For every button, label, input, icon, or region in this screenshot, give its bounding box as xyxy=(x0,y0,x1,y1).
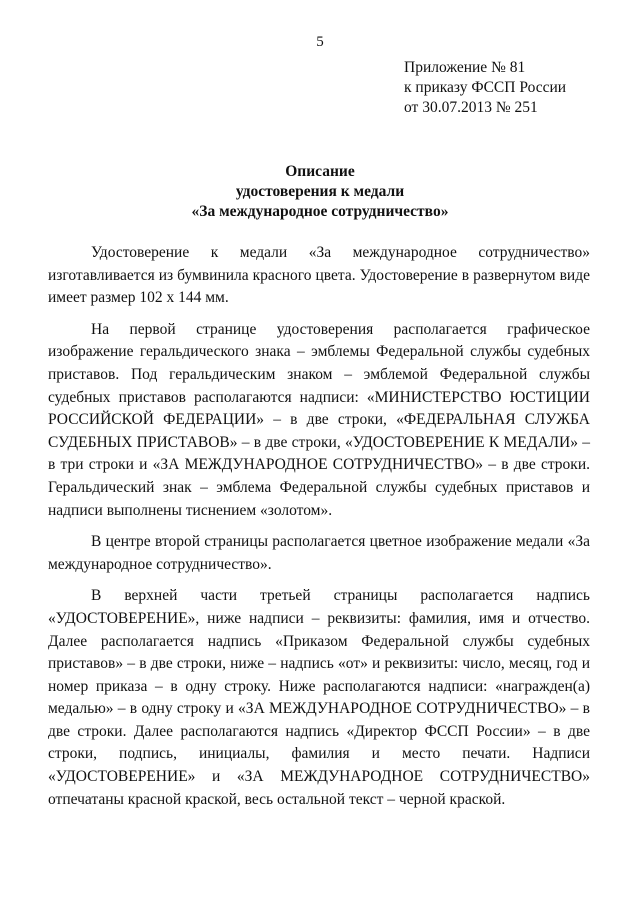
document-title xyxy=(0,162,640,222)
document-body xyxy=(48,242,590,820)
page-number: 5 xyxy=(316,34,324,50)
title-line-3: «За международное сотрудничество» xyxy=(191,203,449,220)
paragraph: Удостоверение к медали «За международное сотрудничество» изготавливается из бумвинила красного цвета. Удостоверение в развернутом виде имеет размер 102 х 144 мм. xyxy=(48,244,590,307)
appendix-header xyxy=(404,58,566,118)
title-line-2: удостоверения к медали xyxy=(235,183,405,200)
title-line-1: Описание xyxy=(285,163,355,180)
paragraph: В центре второй страницы располагается цветное изображение медали «За международное сотрудничество». xyxy=(48,533,590,573)
paragraph: На первой странице удостоверения располагается графическое изображение геральдического знака – эмблемы Федеральной службы судебных приставов. Под геральдическим знаком – эмблемой Федеральной службы судебных приставов располагаются надписи: «МИНИСТЕРСТВО ЮСТИЦИИ РОССИЙСКОЙ ФЕДЕРАЦИИ» – в две строки, «ФЕДЕРАЛЬНАЯ СЛУЖБА СУДЕБНЫХ ПРИСТАВОВ» – в две строки, «УДОСТОВЕРЕНИЕ К МЕДАЛИ» – в три строки и «ЗА МЕЖДУНАРОДНОЕ СОТРУДНИЧЕСТВО» – в две строки. Геральдический знак – эмблема Федеральной службы судебных приставов и надписи выполнены тиснением «золотом». xyxy=(48,320,590,519)
appendix-line-2: к приказу ФССП России xyxy=(404,79,567,96)
appendix-line-1: Приложение № 81 xyxy=(404,59,526,76)
appendix-line-3: от 30.07.2013 № 251 xyxy=(404,99,538,116)
paragraph: В верхней части третьей страницы располагается надпись «УДОСТОВЕРЕНИЕ», ниже надписи – реквизиты: фамилия, имя и отчество. Далее располагается надпись «Приказом Федеральной службы судебных приставов» – в две строки, ниже – надпись «от» и реквизиты: число, месяц, год и номер приказа – в одну строку. Ниже располагаются надписи: «награжден(а) медалью» – в одну строку и «ЗА МЕЖДУНАРОДНОЕ СОТРУДНИЧЕСТВО» – в две строки. Далее располагаются надпись «Директор ФССП России» – в две строки, подпись, инициалы, фамилия и место печати. Надписи «УДОСТОВЕРЕНИЕ» и «ЗА МЕЖДУНАРОДНОЕ СОТРУДНИЧЕСТВО» отпечатаны красной краской, весь остальной текст – черной краской. xyxy=(48,587,590,808)
